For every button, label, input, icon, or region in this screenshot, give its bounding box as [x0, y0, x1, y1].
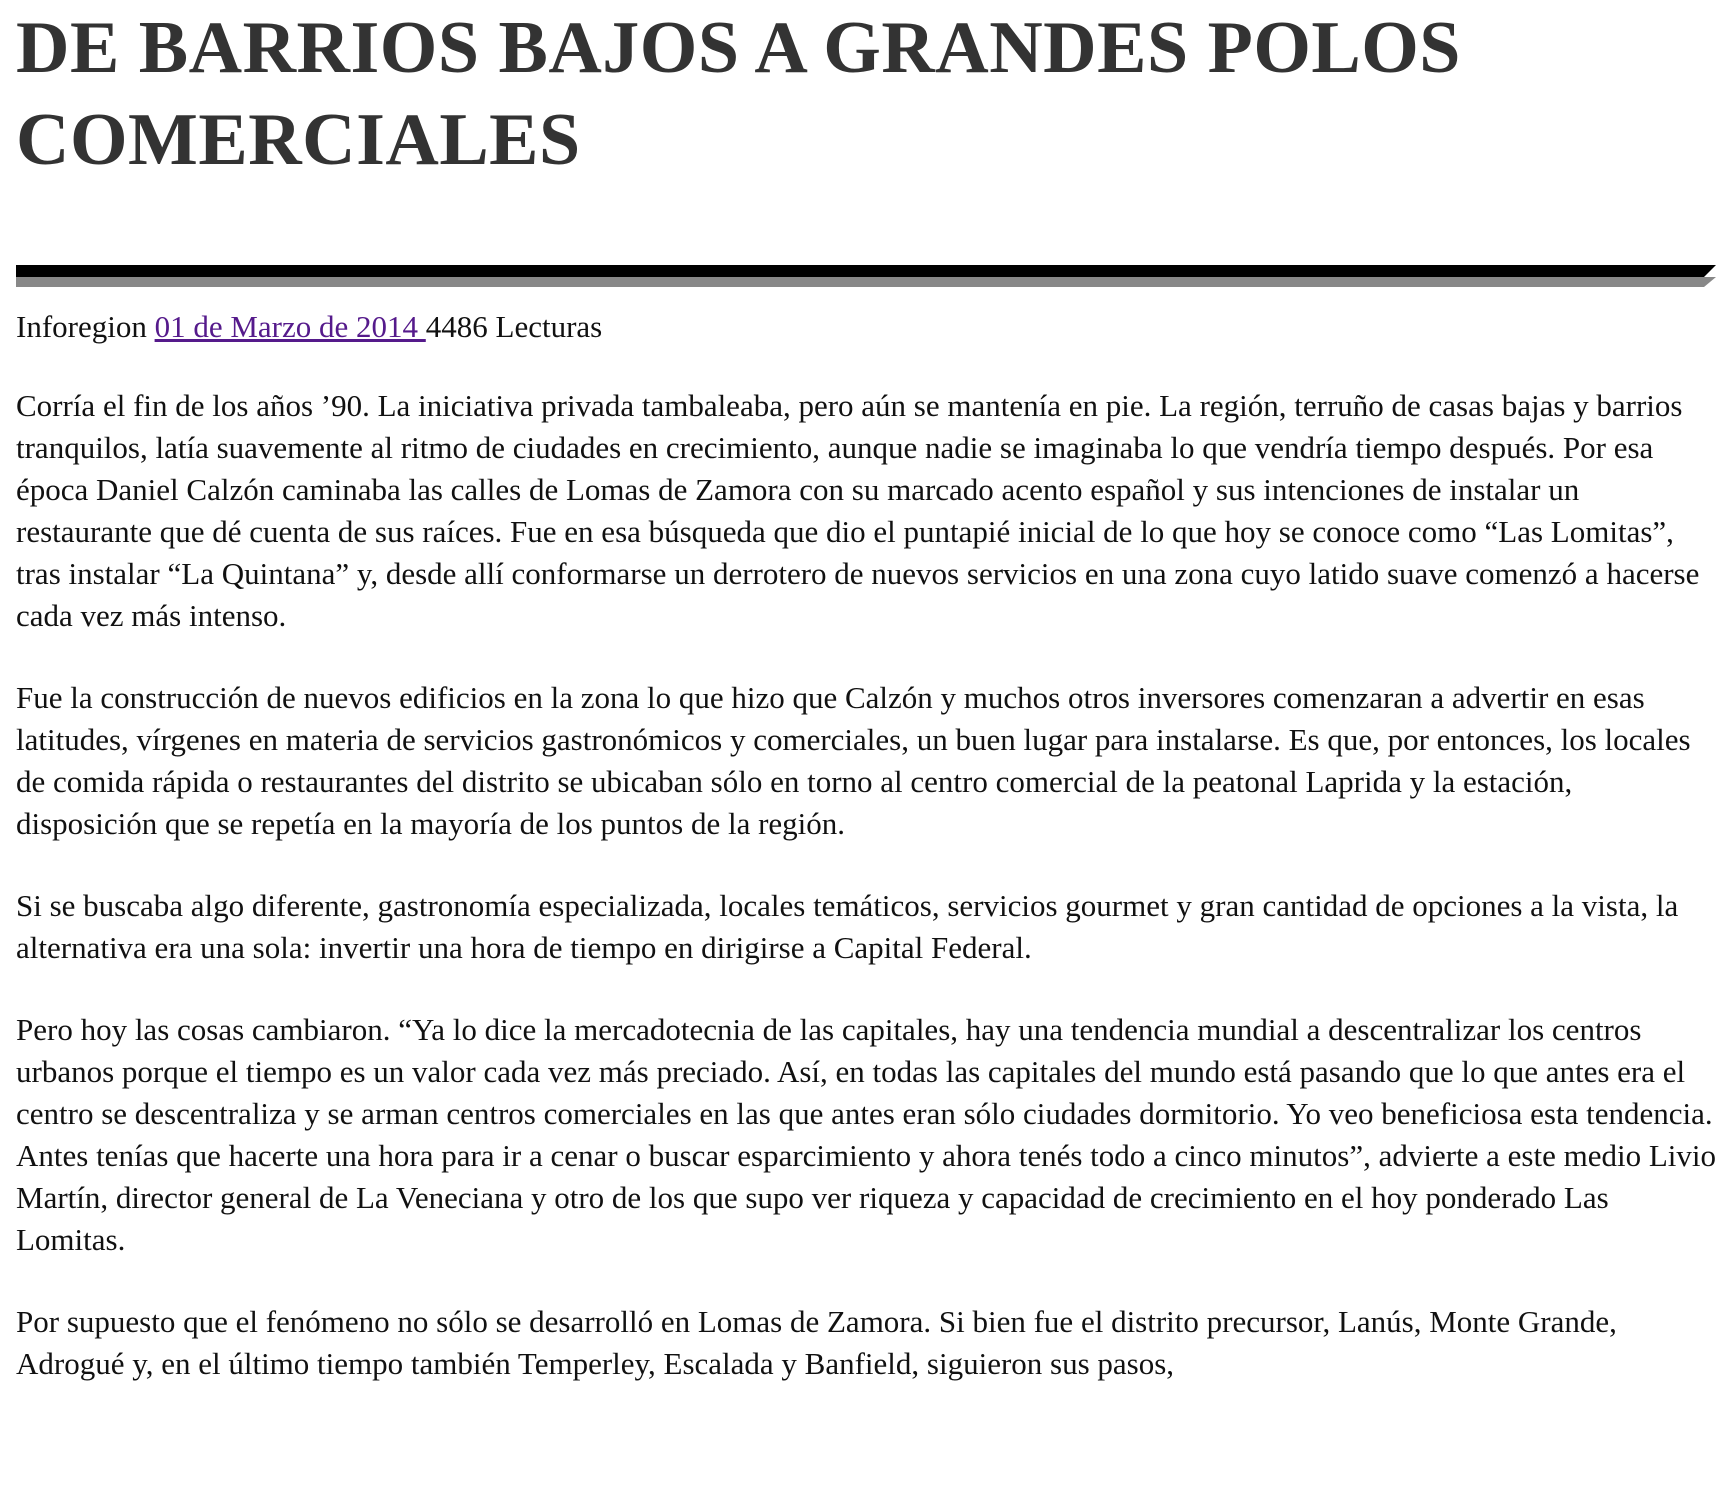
article-title: DE BARRIOS BAJOS A GRANDES POLOS COMERCIALES	[16, 7, 1461, 181]
article-paragraph: Por supuesto que el fenómeno no sólo se desarrolló en Lomas de Zamora. Si bien fue el distrito precursor, Lanús, Monte Grande, Adrogué y, en el último tiempo también Temperley, Escalada y Banfield, siguieron sus pasos,	[16, 1304, 1617, 1381]
article-paragraph: Si se buscaba algo diferente, gastronomía especializada, locales temáticos, servicios gourmet y gran cantidad de opciones a la vista, la alternativa era una sola: invertir una hora de tiempo en dirigirse a Capital Federal.	[16, 888, 1679, 965]
article-paragraph: Pero hoy las cosas cambiaron. “Ya lo dice la mercadotecnia de las capitales, hay una tendencia mundial a descentralizar los centros urbanos porque el tiempo es un valor cada vez más preciado. Así, en todas las capitales del mundo está pasando que lo que antes era el centro se descentraliza y se arman centros comerciales en las que antes eran sólo ciudades dormitorio. Yo veo beneficiosa esta tendencia. Antes tenías que hacerte una hora para ir a cenar o buscar esparcimiento y ahora tenés todo a cinco minutos”, advierte a este medio Livio Martín, director general de La Veneciana y otro de los que supo ver riqueza y capacidad de crecimiento en el hoy ponderado Las Lomitas.	[16, 1012, 1717, 1257]
article-source: Inforegion	[16, 309, 147, 344]
title-divider	[16, 265, 1716, 287]
divider-graphic	[16, 265, 1716, 287]
article	[16, 0, 1717, 1381]
article-reads: 4486 Lecturas	[425, 309, 603, 344]
article-paragraph: Corría el fin de los años ’90. La iniciativa privada tambaleaba, pero aún se mantenía en pie. La región, terruño de casas bajas y barrios tranquilos, latía suavemente al ritmo de ciudades en crecimiento, aunque nadie se imaginaba lo que vendría tiempo después. Por esa época Daniel Calzón caminaba las calles de Lomas de Zamora con su marcado acento español y sus intenciones de instalar un restaurante que dé cuenta de sus raíces. Fue en esa búsqueda que dio el puntapié inicial de lo que hoy se conoce como “Las Lomitas”, tras instalar “La Quintana” y, desde allí conformarse un derrotero de nuevos servicios en una zona cuyo latido suave comenzó a hacerse cada vez más intenso.	[16, 388, 1700, 633]
article-meta	[16, 306, 602, 348]
article-paragraph: Fue la construcción de nuevos edificios en la zona lo que hizo que Calzón y muchos otros inversores comenzaran a advertir en esas latitudes, vírgenes en materia de servicios gastronómicos y comerciales, un buen lugar para instalarse. Es que, por entonces, los locales de comida rápida o restaurantes del distrito se ubicaban sólo en torno al centro comercial de la peatonal Laprida y la estación, disposición que se repetía en la mayoría de los puntos de la región.	[16, 680, 1691, 841]
article-date-link[interactable]: 01 de Marzo de 2014	[154, 309, 426, 344]
article-body	[16, 385, 1716, 1425]
